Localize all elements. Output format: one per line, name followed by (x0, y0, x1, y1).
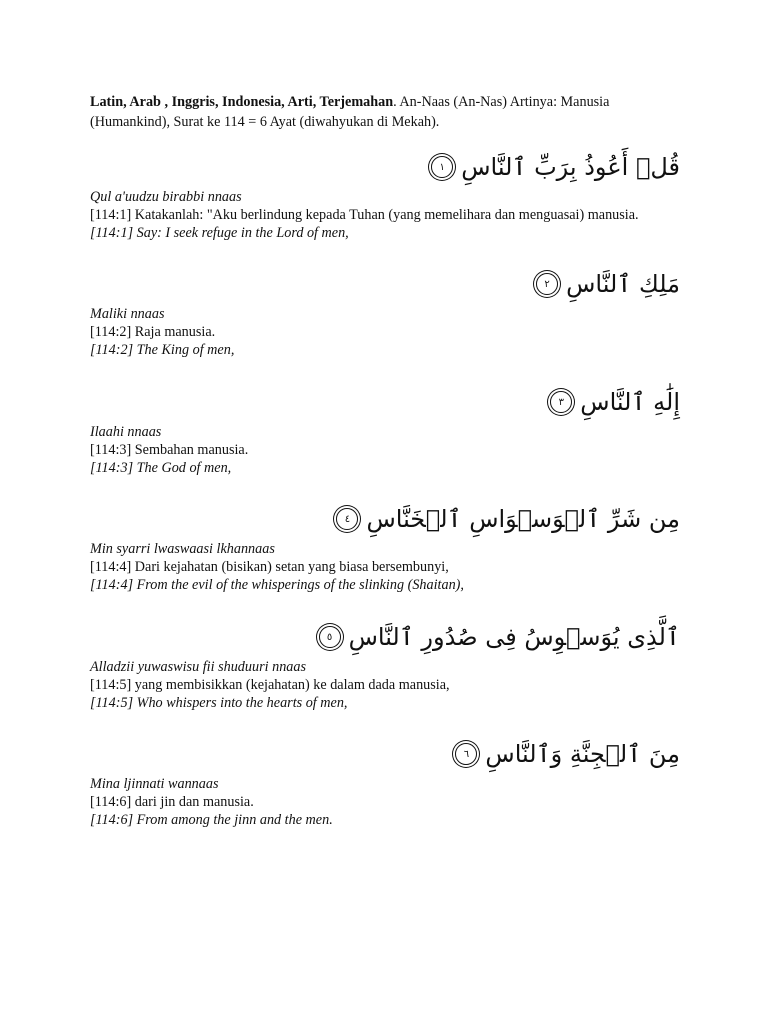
verse-3 (90, 381, 680, 477)
arabic-row (90, 263, 680, 305)
english-translation: [114:5] Who whispers into the hearts of men, (90, 695, 348, 711)
arabic-row (90, 381, 680, 423)
verse-4 (90, 498, 680, 594)
english-translation: [114:1] Say: I seek refuge in the Lord of men, (90, 225, 349, 241)
verse-number-marker: ٤ (336, 508, 358, 530)
verse-number-marker: ٦ (455, 743, 477, 765)
verse-6 (90, 733, 680, 829)
latin-transliteration: Mina ljinnati wannaas (90, 776, 219, 792)
indonesian-translation: [114:2] Raja manusia. (90, 324, 216, 340)
verse-number-marker: ٣ (550, 391, 572, 413)
english-translation: [114:4] From the evil of the whisperings of the slinking (Shaitan), (90, 577, 464, 593)
verse-1 (90, 146, 680, 242)
document-page (90, 92, 680, 829)
verse-number-marker: ١ (431, 156, 453, 178)
verse-2 (90, 263, 680, 359)
latin-transliteration: Ilaahi nnaas (90, 424, 162, 440)
english-translation: [114:6] From among the jinn and the men. (90, 812, 333, 828)
indonesian-translation: [114:3] Sembahan manusia. (90, 442, 249, 458)
verse-number-marker: ٥ (319, 626, 341, 648)
arabic-verse: ٱلَّذِى يُوَسۡوِسُ فِى صُدُورِ ٱلنَّاسِ (348, 623, 680, 651)
latin-transliteration: Alladzii yuwaswisu fii shuduuri nnaas (90, 659, 306, 675)
indonesian-translation: [114:4] Dari kejahatan (bisikan) setan yang biasa bersembunyi, (90, 559, 449, 575)
arabic-verse: إِلَٰهِ ٱلنَّاسِ (580, 388, 680, 416)
verse-number-marker: ٢ (536, 273, 558, 295)
arabic-verse: مَلِكِ ٱلنَّاسِ (566, 270, 680, 298)
intro-paragraph (90, 92, 680, 132)
verse-5 (90, 616, 680, 712)
arabic-row (90, 733, 680, 775)
latin-transliteration: Min syarri lwaswaasi lkhannaas (90, 541, 275, 557)
arabic-row (90, 498, 680, 540)
arabic-verse: قُلۡ أَعُوذُ بِرَبِّ ٱلنَّاسِ (461, 153, 680, 181)
intro-heading: Latin, Arab , Inggris, Indonesia, Arti, Terjemahan (90, 94, 394, 110)
arabic-row (90, 616, 680, 658)
arabic-row (90, 146, 680, 188)
indonesian-translation: [114:6] dari jin dan manusia. (90, 794, 254, 810)
indonesian-translation: [114:1] Katakanlah: "Aku berlindung kepada Tuhan (yang memelihara dan menguasai) manusia. (90, 207, 639, 223)
intro-text: . An-Naas (An-Nas) Artinya: Manusia (Humankind), Surat ke 114 = 6 Ayat (diwahyukan di Mekah). (90, 94, 610, 130)
latin-transliteration: Maliki nnaas (90, 306, 165, 322)
english-translation: [114:3] The God of men, (90, 460, 232, 476)
latin-transliteration: Qul a'uudzu birabbi nnaas (90, 189, 242, 205)
indonesian-translation: [114:5] yang membisikkan (kejahatan) ke dalam dada manusia, (90, 677, 450, 693)
english-translation: [114:2] The King of men, (90, 342, 235, 358)
arabic-verse: مِن شَرِّ ٱلۡوَسۡوَاسِ ٱلۡخَنَّاسِ (366, 505, 680, 533)
arabic-verse: مِنَ ٱلۡجِنَّةِ وَٱلنَّاسِ (485, 740, 680, 768)
